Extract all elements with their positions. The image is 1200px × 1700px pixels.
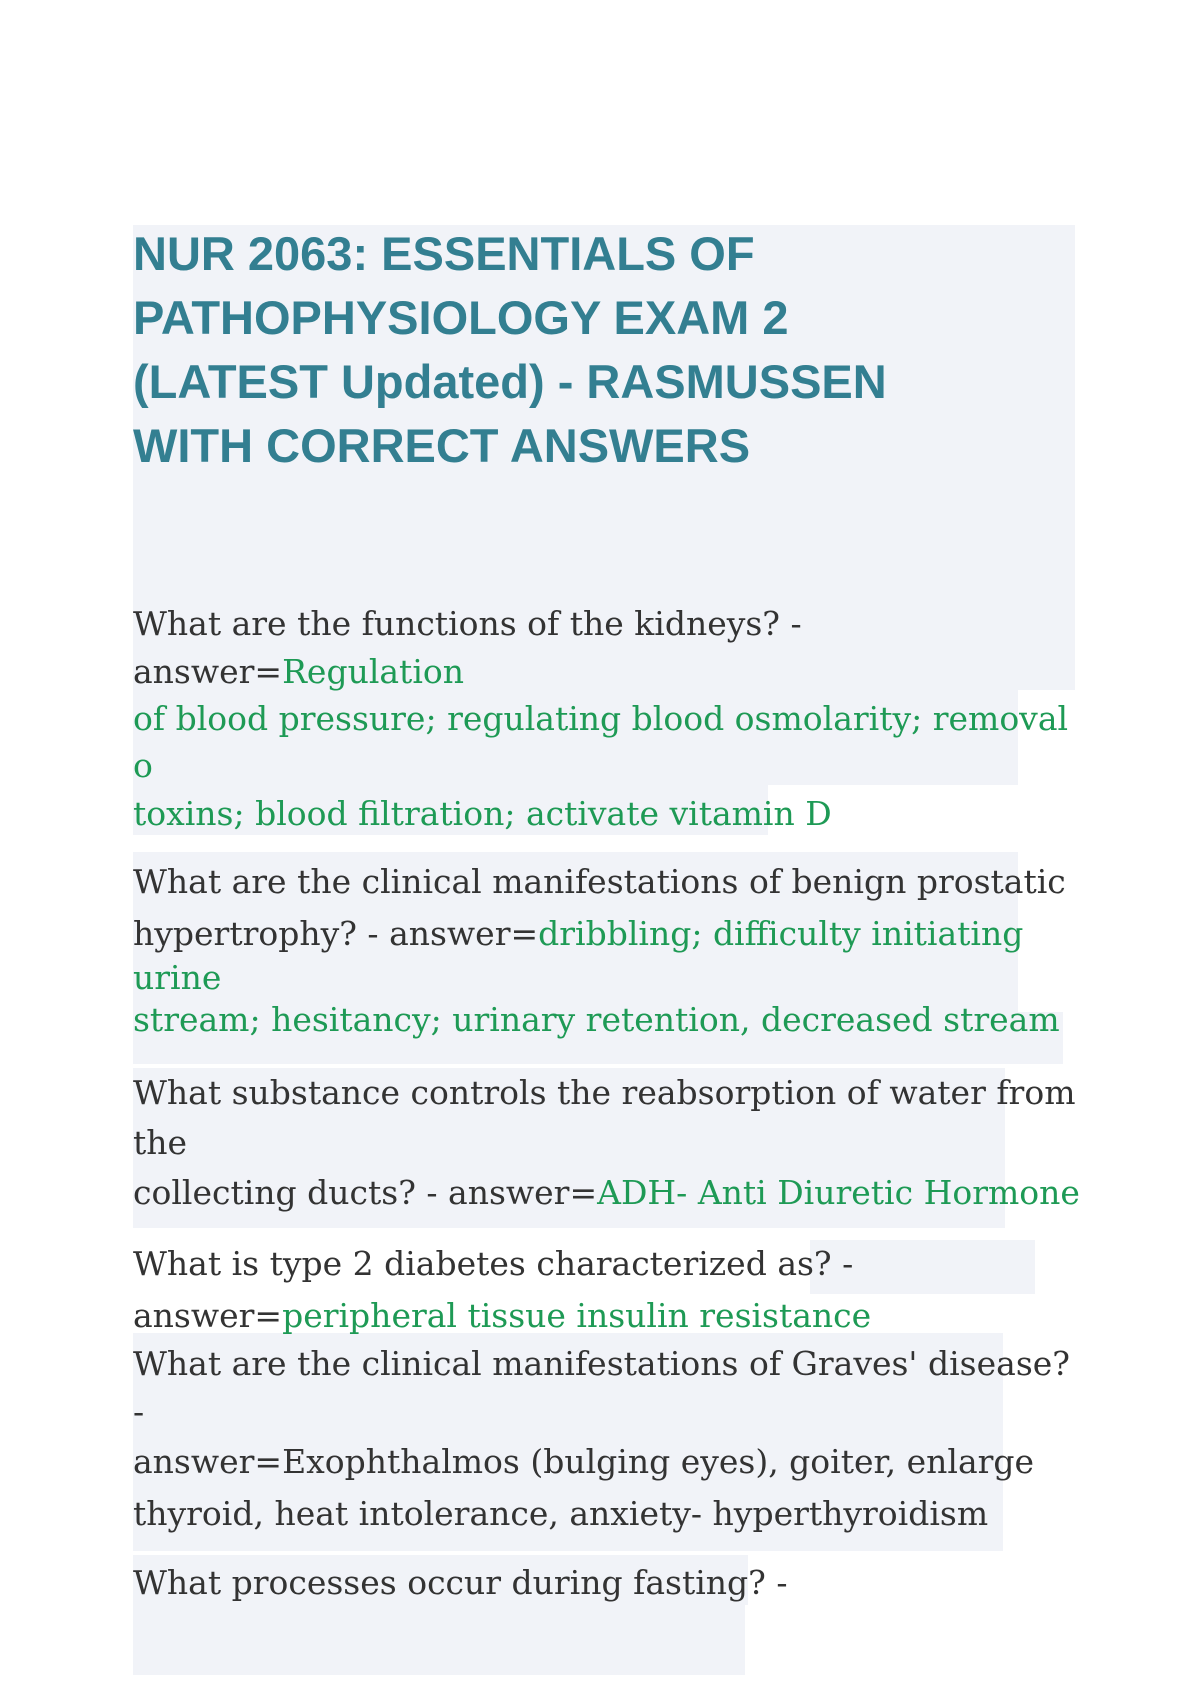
question-text: the — [133, 1123, 188, 1162]
question-text: thyroid, heat intolerance, anxiety- hyperthyroidism — [133, 1494, 989, 1533]
question-text: What substance controls the reabsorption of water from — [133, 1073, 1076, 1112]
answer-text: stream; hesitancy; urinary retention, decreased stream — [133, 1000, 1060, 1039]
qa-line — [133, 1238, 871, 1290]
qa-line — [133, 908, 1066, 960]
qa-line — [133, 790, 1068, 838]
question-text: What are the clinical manifestations of Graves' disease? — [133, 1344, 1070, 1383]
qa-item-kidneys — [133, 600, 1068, 838]
title-line: (LATEST Updated) - RASMUSSEN — [133, 355, 887, 408]
qa-line — [133, 1388, 1070, 1436]
question-text: What processes occur during fasting? - — [133, 1563, 788, 1602]
qa-line — [133, 960, 1066, 996]
answer-text: toxins; blood filtration; activate vitamin D — [133, 794, 832, 833]
question-text: answer= — [133, 1296, 283, 1335]
qa-item-fasting — [133, 1557, 787, 1609]
answer-text: urine — [133, 958, 222, 997]
qa-line — [133, 600, 1068, 648]
answer-text: of blood pressure; regulating blood osmolarity; removal — [133, 699, 1069, 738]
answer-text: Regulation — [282, 652, 464, 691]
question-text: - — [133, 1392, 145, 1431]
question-text: collecting ducts? - answer= — [133, 1173, 598, 1212]
qa-line — [133, 648, 1068, 696]
qa-line — [133, 1290, 871, 1342]
qa-line — [133, 1557, 787, 1609]
qa-item-adh — [133, 1068, 1080, 1218]
qa-item-diabetes — [133, 1238, 871, 1342]
qa-line — [133, 1118, 1080, 1168]
qa-line — [133, 996, 1066, 1044]
qa-line — [133, 1488, 1070, 1540]
qa-line — [133, 856, 1066, 908]
question-text: What are the functions of the kidneys? - — [133, 604, 802, 643]
qa-line — [133, 696, 1068, 742]
answer-text: ADH- Anti Diuretic Hormone — [597, 1173, 1080, 1212]
qa-line — [133, 742, 1068, 790]
title-line: NUR 2063: ESSENTIALS OF — [133, 227, 755, 280]
qa-item-graves — [133, 1340, 1070, 1540]
qa-line — [133, 1168, 1080, 1218]
title-line: PATHOPHYSIOLOGY EXAM 2 — [133, 291, 789, 344]
question-text: hypertrophy? - answer= — [133, 914, 539, 953]
qa-item-bph — [133, 856, 1066, 1044]
question-text: What is type 2 diabetes characterized as? - — [133, 1244, 854, 1283]
qa-line — [133, 1068, 1080, 1118]
question-text: answer= — [133, 652, 283, 691]
question-text: answer=Exophthalmos (bulging eyes), goiter, enlarge — [133, 1442, 1035, 1481]
answer-text: o — [133, 746, 153, 785]
qa-line — [133, 1340, 1070, 1388]
qa-line — [133, 1436, 1070, 1488]
document-title — [133, 222, 933, 478]
answer-text: peripheral tissue insulin resistance — [282, 1296, 872, 1335]
title-line: WITH CORRECT ANSWERS — [133, 419, 751, 472]
answer-text: dribbling; difficulty initiating — [538, 914, 1024, 953]
question-text: What are the clinical manifestations of benign prostatic — [133, 862, 1066, 901]
